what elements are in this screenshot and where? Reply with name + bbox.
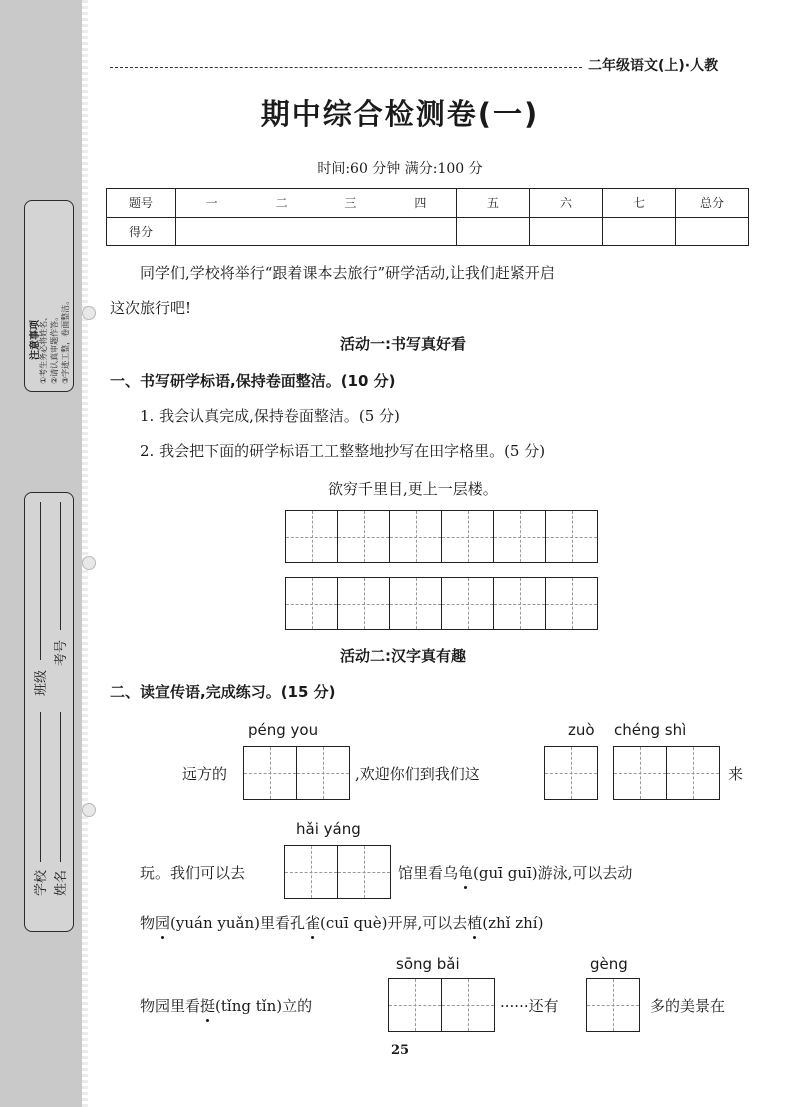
sentence-segment: (guī guī)游泳,可以去动 (473, 864, 633, 882)
notice-line: ③字迹工整，卷面整洁。 (61, 296, 70, 384)
tianzige-cell[interactable] (545, 577, 598, 630)
punch-hole (82, 803, 96, 817)
score-cell[interactable] (316, 217, 385, 246)
book-tag: 二年级语文(上)·人教 (588, 58, 719, 74)
write-cell[interactable] (613, 746, 667, 800)
pinyin-chengshi: chéng shì (614, 721, 687, 739)
row-label-question: 题号 (107, 189, 176, 218)
activity-2-title: 活动二:汉字真有趣 (340, 647, 466, 665)
intro-line-1: 同学们,学校将举行“跟着课本去旅行”研学活动,让我们赶紧开启 (140, 264, 555, 282)
dotted-char: 园 (155, 914, 171, 932)
sentence-text: ······还有 (500, 997, 559, 1015)
exam-no-label: 考号 (54, 639, 69, 666)
col-header: 三 (316, 189, 385, 218)
slogan: 欲穷千里目,更上一层楼。 (328, 480, 498, 498)
score-table (106, 188, 749, 246)
sentence-text: 玩。我们可以去 (140, 864, 246, 882)
pinyin-haiyang: hǎi yáng (296, 820, 361, 838)
sentence-text (140, 912, 543, 933)
pinyin-geng: gèng (590, 955, 628, 973)
sentence-segment: (cuī què)开屏,可以去 (320, 914, 468, 932)
school-label: 学校 (34, 869, 49, 896)
header-dashed-line (110, 67, 582, 68)
sentence-segment: (tǐng tǐn)立的 (215, 997, 313, 1015)
intro-line-2: 这次旅行吧! (110, 299, 192, 317)
activity-1-title: 活动一:书写真好看 (340, 335, 466, 353)
col-header: 一 (176, 189, 248, 218)
class-label: 班级 (34, 669, 49, 696)
write-cell[interactable] (586, 978, 640, 1032)
tianzige-row-2 (285, 577, 598, 630)
write-cell[interactable] (296, 746, 350, 800)
sentence-segment: (yuán yuǎn)里看孔 (170, 914, 305, 932)
punch-hole (82, 306, 96, 320)
section-2-heading: 二、读宣传语,完成练习。(15 分) (110, 683, 336, 701)
tianzige-cell[interactable] (493, 577, 546, 630)
write-cell[interactable] (544, 746, 598, 800)
sentence-segment: 物园里看 (140, 997, 201, 1015)
class-blank[interactable] (40, 502, 41, 660)
write-cell[interactable] (388, 978, 442, 1032)
write-cell[interactable] (441, 978, 495, 1032)
write-cell[interactable] (337, 845, 391, 899)
dotted-char: 植 (467, 914, 483, 932)
sentence-segment: 物 (140, 914, 156, 932)
question-1-2: 2. 我会把下面的研学标语工工整整地抄写在田字格里。(5 分) (140, 442, 546, 460)
dotted-char: 雀 (304, 914, 320, 932)
tianzige-cell[interactable] (389, 577, 442, 630)
tianzige-cell[interactable] (337, 510, 390, 563)
page-title: 期中综合检测卷(一) (260, 97, 540, 131)
tianzige-cell[interactable] (493, 510, 546, 563)
write-cell[interactable] (666, 746, 720, 800)
tianzige-row-1 (285, 510, 598, 563)
write-cell[interactable] (243, 746, 297, 800)
col-header: 四 (385, 189, 457, 218)
notice-title: 注意事项 (30, 320, 41, 360)
sentence-text: 多的美景在 (650, 997, 726, 1015)
score-cell[interactable] (457, 217, 530, 246)
question-1-1: 1. 我会认真完成,保持卷面整洁。(5 分) (140, 407, 400, 425)
col-header: 六 (530, 189, 603, 218)
score-cell[interactable] (603, 217, 676, 246)
notice-line: ①考生务必将姓名、 (39, 312, 48, 384)
sentence-segment: 馆里看乌 (398, 864, 459, 882)
name-label: 姓名 (54, 869, 69, 896)
page-number: 25 (390, 1043, 410, 1058)
score-cell[interactable] (530, 217, 603, 246)
score-cell[interactable] (176, 217, 248, 246)
write-cell[interactable] (284, 845, 338, 899)
tianzige-cell[interactable] (285, 510, 338, 563)
name-blank[interactable] (60, 712, 61, 862)
col-header: 二 (247, 189, 316, 218)
punch-hole (82, 556, 96, 570)
pinyin-songbai: sōng bǎi (396, 955, 460, 973)
tianzige-cell[interactable] (545, 510, 598, 563)
score-cell-total[interactable] (676, 217, 749, 246)
col-header-total: 总分 (676, 189, 749, 218)
tianzige-cell[interactable] (389, 510, 442, 563)
sentence-text: ,欢迎你们到我们这 (355, 765, 480, 783)
col-header: 七 (603, 189, 676, 218)
exam-no-blank[interactable] (60, 502, 61, 630)
row-label-score: 得分 (107, 217, 176, 246)
tianzige-cell[interactable] (441, 510, 494, 563)
sentence-text (398, 862, 632, 883)
school-blank[interactable] (40, 712, 41, 862)
tianzige-cell[interactable] (441, 577, 494, 630)
dotted-char: 龟 (458, 864, 474, 882)
tianzige-cell[interactable] (337, 577, 390, 630)
section-1-heading: 一、书写研学标语,保持卷面整洁。(10 分) (110, 372, 396, 390)
exam-info: 时间:60 分钟 满分:100 分 (317, 161, 483, 177)
sentence-text: 远方的 (182, 765, 228, 783)
sentence-text (140, 995, 312, 1016)
pinyin-pengyou: péng you (248, 721, 319, 739)
notice-line: ②请认真审题作答。 (50, 312, 59, 384)
score-cell[interactable] (247, 217, 316, 246)
sentence-text: 来 (728, 765, 744, 783)
tianzige-cell[interactable] (285, 577, 338, 630)
sentence-segment: (zhǐ zhí) (482, 914, 544, 932)
dotted-char: 挺 (200, 997, 216, 1015)
student-info-box (24, 492, 74, 932)
pinyin-zuo: zuò (568, 721, 595, 739)
col-header: 五 (457, 189, 530, 218)
score-cell[interactable] (385, 217, 457, 246)
